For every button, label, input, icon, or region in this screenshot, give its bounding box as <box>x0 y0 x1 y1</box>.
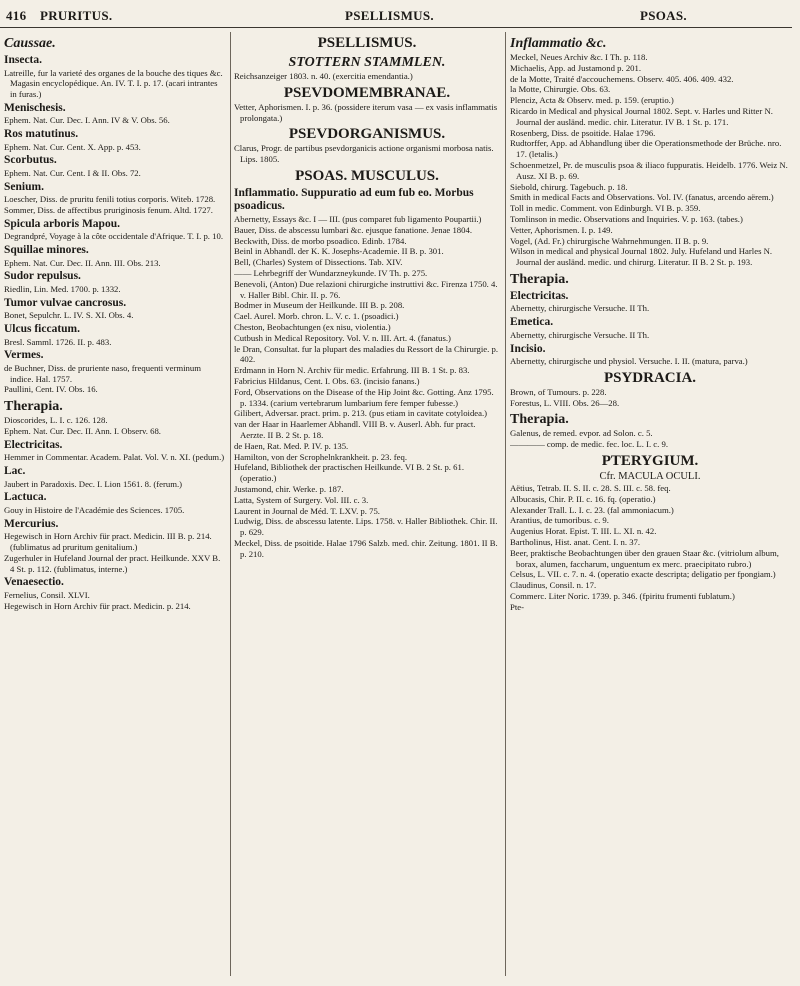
reference-entry: Ford, Observations on the Disease of the Hip Joint &c. Gotting. Anz 1795. p. 1334. (carium vertebrarum lumbarium fere femper fubesse.) <box>234 386 494 408</box>
column-divider <box>505 32 506 976</box>
subheading: Insecta. <box>4 54 43 66</box>
reference-entry: Fernelius, Consil. XLVI. <box>4 589 90 600</box>
reference-entry: de Haen, Rat. Med. P. IV. p. 135. <box>234 440 349 451</box>
article-title: PSYDRACIA. <box>603 369 697 386</box>
section-heading: Inflammatio &c. <box>510 36 607 51</box>
subheading: Scorbutus. <box>4 154 57 167</box>
reference-entry: la Motte, Chirurgie. Obs. 63. <box>510 84 611 95</box>
subheading: Inflammatio. Suppuratio ad eum fub eo. Morbus psoadicus. <box>234 186 474 213</box>
reference-entry: Rosenberg, Diss. de psoitide. Halae 1796. <box>510 127 656 138</box>
subheading: Electricitas. <box>4 438 63 451</box>
reference-entry: Siebold, chirurg. Tagebuch. p. 18. <box>510 181 628 192</box>
reference-entry: de Buchner, Diss. de pruriente naso, frequenti verminum indice. Hal. 1757. <box>4 362 201 384</box>
reference-entry: Jaubert in Paradoxis. Dec. I. Lion 1561. 8. (ferum.) <box>4 478 183 489</box>
reference-entry: Clarus, Progr. de partibus psevdorganicis actione organismi morbosa natis. Lips. 1805. <box>234 143 494 165</box>
running-head-center: PSELLISMUS. <box>345 8 434 23</box>
page-number: 416 <box>6 8 27 23</box>
reference-entry: Hegewisch in Horn Archiv für pract. Medicin. p. 214. <box>4 600 191 611</box>
reference-entry: Degrandpré, Voyage à la côte occidentale d'Afrique. T. I. p. 10. <box>4 231 223 242</box>
article-title: PSOAS. MUSCULUS. <box>295 167 439 184</box>
reference-entry: Meckel, Diss. de psoitide. Halae 1796 Salzb. med. chir. Zeitung. 1801. II B. p. 210. <box>234 537 498 559</box>
reference-entry: Ephem. Nat. Cur. Dec. II. Ann. I. Observ. 68. <box>4 426 161 437</box>
reference-entry: Ephem. Nat. Cur. Cent. X. App. p. 453. <box>4 141 141 152</box>
section-heading: Caussae. <box>4 36 56 51</box>
reference-entry: Wilson in medical and physical Journal 1802. July. Hufeland und Harles N. Journal der ausländ. medic. und chirurg. Literatur. II B. 2 St. p. 193. <box>510 246 773 268</box>
reference-entry: Tomlinson in medic. Observations and Inquiries. V. p. 163. (tabes.) <box>510 213 743 224</box>
reference-entry: Ephem. Nat. Cur. Dec. II. Ann. III. Obs. 213. <box>4 257 161 268</box>
reference-entry: Bauer, Diss. de abscessu lumbari &c. ejusque fanatione. Jenae 1804. <box>234 224 473 235</box>
reference-entry: Riedlin, Lin. Med. 1700. p. 1332. <box>4 283 121 294</box>
reference-entry: Cutbush in Medical Repository. Vol. V. n. III. Art. 4. (fanatus.) <box>234 332 451 343</box>
subheading: Tumor vulvae cancrosus. <box>4 296 127 309</box>
running-head-right: PSOAS. <box>640 8 687 23</box>
subheading: Spicula arboris Mapou. <box>4 217 120 230</box>
subheading: Emetica. <box>510 316 554 329</box>
reference-entry: Hufeland, Bibliothek der practischen Heilkunde. VI B. 2 St. p. 61. (operatio.) <box>234 462 465 484</box>
reference-entry: Hemmer in Commentar. Academ. Palat. Vol. V. n. XI. (pedum.) <box>4 452 225 463</box>
reference-entry: Rudtorffer, App. ad Abhandlung über die Operationsmethode der Brüche. nro. 17. (letalis.) <box>510 138 782 160</box>
reference-entry: Reichsanzeiger 1803. n. 40. (exercitia emendantia.) <box>234 71 413 81</box>
reference-entry: Erdmann in Horn N. Archiv für medic. Erfahrung. III B. 1 St. p. 83. <box>234 365 470 376</box>
subheading: Ros matutinus. <box>4 128 79 141</box>
reference-entry: Bartholinus, Hist. anat. Cent. I. n. 37. <box>510 537 641 547</box>
reference-entry: Ephem. Nat. Cur. Dec. I. Ann. IV & V. Obs. 56. <box>4 115 170 126</box>
subheading: Ulcus ficcatum. <box>4 323 81 336</box>
reference-entry: Benevoli, (Anton) Due relazioni chirurgiche instruttivi &c. Firenza 1750. 4. v. Haller Bibl. Chir. II. p. 76. <box>234 278 498 300</box>
reference-entry: Sommer, Diss. de affectibus pruriginosis fenum. Altd. 1727. <box>4 205 213 216</box>
reference-entry: Celsus, L. VII. c. 7. n. 4. (operatio exacte descripta; deligatio per fpongiam.) <box>510 569 776 580</box>
column-left <box>4 32 226 982</box>
reference-entry: ———— comp. de medic. fec. loc. L. I. c. 9. <box>510 439 669 450</box>
subheading: Menischesis. <box>4 101 66 114</box>
reference-entry: Justamond, chir. Werke. p. 187. <box>234 483 344 494</box>
article-title: PSELLISMUS. <box>317 35 417 51</box>
reference-entry: Latta, System of Surgery. Vol. III. c. 3. <box>234 494 369 505</box>
reference-entry: Ludwig, Diss. de abscessu latente. Lips. 1758. v. Haller Bibliothek. Chir. II. p. 629. <box>234 516 498 538</box>
reference-entry: Ephem. Nat. Cur. Cent. I & II. Obs. 72. <box>4 167 141 178</box>
reference-entry: Bresl. Samml. 1726. II. p. 483. <box>4 336 112 347</box>
subheading: Squillae minores. <box>4 244 89 257</box>
reference-entry: Smith in medical Facts and Observations. Vol. IV. (fanatus, arcendo aërem.) <box>510 192 774 203</box>
subheading: Lactuca. <box>4 491 47 504</box>
reference-entry: Bell, (Charles) System of Dissections. Tab. XIV. <box>234 257 403 268</box>
column-right <box>510 32 790 982</box>
reference-entry: Abernetty, chirurgische und physiol. Versuche. I. II. (matura, parva.) <box>510 356 748 367</box>
reference-entry: Meckel, Neues Archiv &c. I Th. p. 118. <box>510 52 648 62</box>
section-heading: Therapia. <box>510 271 569 287</box>
subheading: Electricitas. <box>510 289 569 302</box>
section-heading: Therapia. <box>510 412 569 428</box>
article-title: PSEVDORGANISMUS. <box>288 126 446 143</box>
header-rule <box>0 27 792 28</box>
reference-entry: Augenius Horat. Epist. T. III. L. XI. n. 42. <box>510 526 657 537</box>
article-title: PTERYGIUM. <box>601 453 699 470</box>
reference-entry: Plenciz, Acta & Observ. med. p. 159. (eruptio.) <box>510 95 674 106</box>
reference-entry: Bodmer in Museum der Heilkunde. III B. p. 208. <box>234 300 405 311</box>
reference-entry: Bonet, Sepulchr. L. IV. S. XI. Obs. 4. <box>4 310 134 321</box>
subheading: Sudor repulsus. <box>4 270 81 283</box>
subheading: Lac. <box>4 465 26 478</box>
reference-entry: Vetter, Aphorismen. I. p. 36. (possidere iterum vasa — ex vasis inflammatis prolongata.) <box>234 101 498 123</box>
reference-entry: Aëtius, Tetrab. II. S. II. c. 28. S. III. c. 58. feq. <box>510 483 671 494</box>
reference-entry: Abernetty, chirurgische Versuche. II Th. <box>510 329 650 340</box>
running-head <box>0 0 800 28</box>
reference-entry: Fabricius Hildanus, Cent. I. Obs. 63. (incisio fanans.) <box>234 375 420 386</box>
reference-entry: Galenus, de remed. evpor. ad Solon. c. 5. <box>510 428 653 439</box>
reference-entry: le Dran, Consultat. fur la plupart des maladies du Ressort de la Chirurgie. p. 402. <box>234 343 499 365</box>
reference-entry: Gilibert, Adversar. pract. prim. p. 213. (pus etiam in cavitate cotyloidea.) <box>234 408 488 419</box>
reference-entry: Cael. Aurel. Morb. chron. L. V. c. 1. (psoadici.) <box>234 311 399 322</box>
subheading: Incisio. <box>510 342 546 355</box>
reference-entry: Claudinus, Consil. n. 17. <box>510 580 597 591</box>
article-title: PSEVDOMEMBRANAE. <box>283 84 451 101</box>
reference-entry: Gouy in Histoire de l'Académie des Sciences. 1705. <box>4 504 185 515</box>
reference-entry: Abernetty, chirurgische Versuche. II Th. <box>510 303 650 314</box>
reference-entry: Hamilton, von der Scrophelnkrankheit. p. 23. feq. <box>234 451 407 462</box>
reference-entry: Pte- <box>510 601 524 612</box>
reference-entry: Cheston, Beobachtungen (ex nisu, violentia.) <box>234 321 391 332</box>
reference-entry: Hegewisch in Horn Archiv für pract. Medicin. III B. p. 214. (fublimatus ad pruritum genitalium.) <box>4 531 212 553</box>
running-head-left: PRURITUS. <box>40 8 113 23</box>
section-heading: Therapia. <box>4 399 63 415</box>
subheading: Vermes. <box>4 349 44 362</box>
reference-entry: van der Haar in Haarlemer Abhandl. VIII B. v. Auserl. Abh. fur pract. Aerzte. II B. 2 St. p. 18. <box>234 419 476 440</box>
reference-entry: Schoenmetzel, Pr. de musculis psoa & iliaco fuppuratis. Heidelb. 1776. Weiz N. Ausz. XI B. p. 69. <box>510 159 788 181</box>
subheading: Senium. <box>4 180 44 193</box>
reference-entry: —— Lehrbegriff der Wundarzneykunde. IV Th. p. 275. <box>234 267 428 278</box>
column-middle <box>234 32 500 982</box>
reference-entry: Beckwith, Diss. de morbo psoadico. Edinb. 1784. <box>234 235 407 246</box>
reference-entry: Paullini, Cent. IV. Obs. 16. <box>4 384 98 395</box>
text-line: Cfr. MACULA OCULI. <box>599 471 701 483</box>
reference-entry: Arantius, de tumoribus. c. 9. <box>510 515 609 526</box>
reference-entry: Zugerhuler in Hufeland Journal der pract. Heilkunde. XXV B. 4 St. p. 112. (fublimatus, interne.) <box>4 552 221 574</box>
reference-entry: Latreille, fur la varieté des organes de la bouche des tiques &c. Magasin encyclopédique. An. IV. T. I. p. 17. (acari intrantes in furas.) <box>4 67 223 100</box>
subheading: Mercurius. <box>4 517 59 530</box>
reference-entry: Abernetty, Essays &c. I — III. (pus comparet fub ligamento Poupartii.) <box>234 213 482 224</box>
reference-entry: Ricardo in Medical and physical Journal 1802. Sept. v. Harles und Ritter N. Journal der ausländ. medic. chir. Literatur. IV B. 1 St. p. 171. <box>510 105 773 127</box>
reference-entry: Albucasis, Chir. P. II. c. 16. fq. (operatio.) <box>510 493 656 504</box>
reference-entry: Beer, praktische Beobachtungen über den grauen Staar &c. (vitriolum album, borax, alumen, faccharum, unguentum ex merc. praecipitato rubro.) <box>510 547 779 569</box>
reference-entry: Beinl in Abhandl. der K. K. Josephs-Academie. II B. p. 301. <box>234 246 444 257</box>
reference-entry: Michaelis, App. ad Justamond p. 201. <box>510 62 642 73</box>
reference-entry: Vetter, Aphorismen. I. p. 149. <box>510 224 613 235</box>
reference-entry: Commerc. Liter Noric. 1739. p. 346. (fpiritu frumenti fublatum.) <box>510 590 735 601</box>
reference-entry: Dioscorides, L. I. c. 126. 128. <box>4 415 108 426</box>
column-divider <box>230 32 231 976</box>
reference-entry: Laurent in Journal de Méd. T. LXV. p. 75. <box>234 505 380 516</box>
reference-entry: Toll in medic. Comment. von Edinburgh. VI B. p. 359. <box>510 203 701 214</box>
subheading: Venaesectio. <box>4 576 64 589</box>
reference-entry: de la Motte, Traité d'accouchemens. Observ. 405. 406. 409. 432. <box>510 73 734 84</box>
reference-entry: Loescher, Diss. de pruritu fenili totius corporis. Witeb. 1728. <box>4 194 216 205</box>
reference-entry: Forestus, L. VIII. Obs. 26—28. <box>510 397 620 408</box>
reference-entry: Vogel, (Ad. Fr.) chirurgische Wahrnehmungen. II B. p. 9. <box>510 235 709 246</box>
article-title: STOTTERN STAMMLEN. <box>288 55 446 70</box>
reference-entry: Alexander Trall. L. I. c. 23. (fal ammoniacum.) <box>510 504 674 515</box>
reference-entry: Brown, of Tumours. p. 228. <box>510 386 607 397</box>
